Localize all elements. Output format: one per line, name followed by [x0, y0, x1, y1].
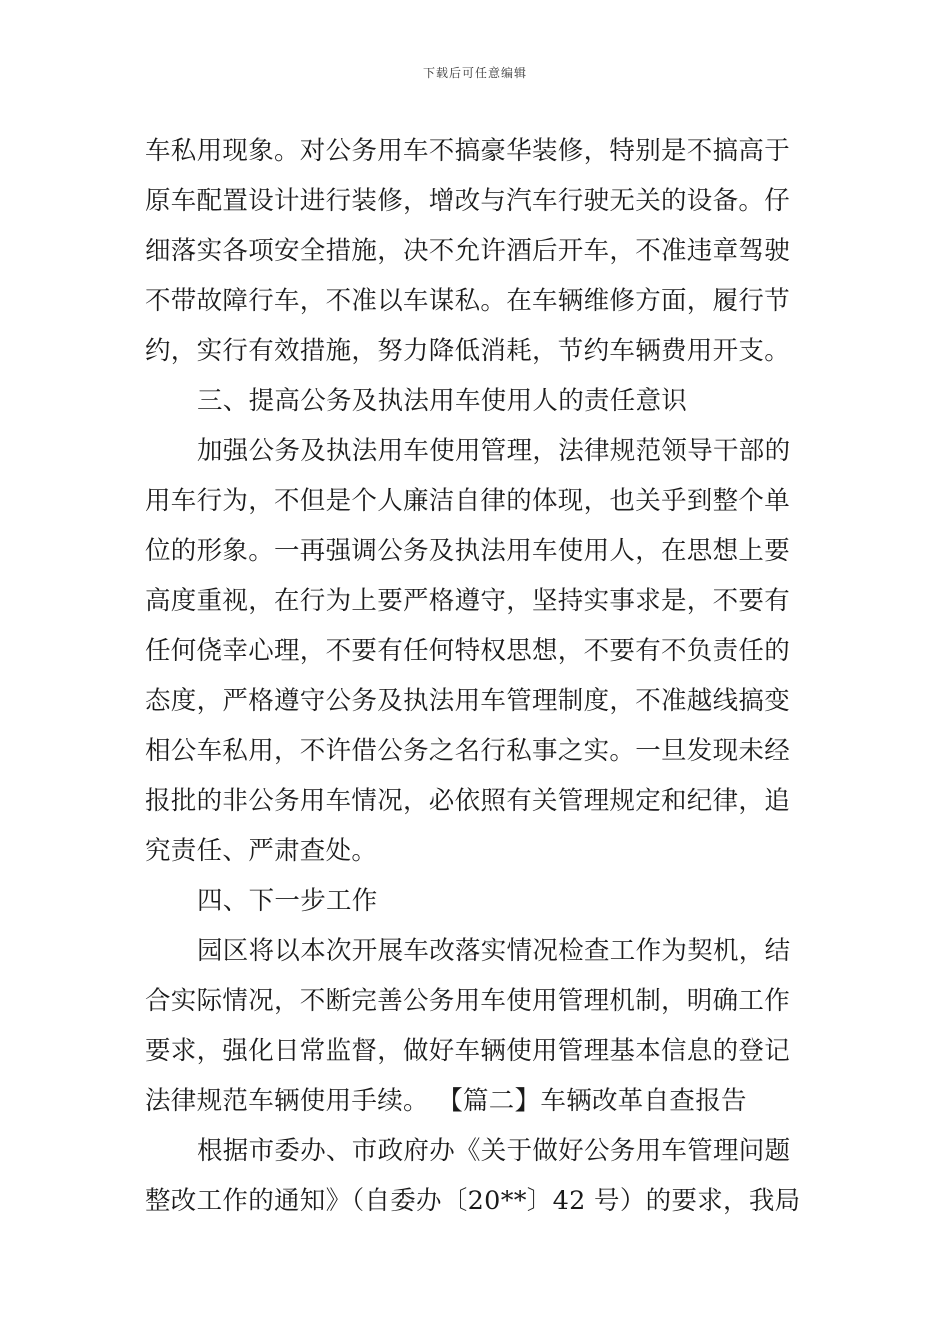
- section-heading: 四、下一步工作: [197, 886, 378, 916]
- text-line: 态度，严格遵守公务及执法用车管理制度，不准越线搞变: [145, 686, 791, 716]
- text-line: 要求，强化日常监督，做好车辆使用管理基本信息的登记: [145, 1036, 791, 1066]
- text-line: 报批的非公务用车情况，必依照有关管理规定和纪律，追: [145, 786, 791, 816]
- page-header-note: 下载后可任意编辑: [422, 66, 527, 80]
- text-line: 车私用现象。对公务用车不搞豪华装修，特别是不搞高于: [145, 136, 791, 166]
- text-line: 究责任、严肃查处。: [145, 836, 378, 866]
- text-line: 高度重视，在行为上要严格遵守，坚持实事求是，不要有: [145, 586, 791, 616]
- text-line: 任何侥幸心理，不要有任何特权思想，不要有不负责任的: [145, 636, 791, 666]
- text-line: 合实际情况，不断完善公务用车使用管理机制，明确工作: [145, 986, 791, 1016]
- text-line: 细落实各项安全措施，决不允许酒后开车，不准违章驾驶: [145, 236, 791, 266]
- text-line: 加强公务及执法用车使用管理，法律规范领导干部的: [197, 436, 791, 466]
- text-line: 整改工作的通知》（自委办〔20**〕42 号）的要求，我局: [145, 1186, 801, 1216]
- text-line: 用车行为，不但是个人廉洁自律的体现，也关乎到整个单: [145, 486, 791, 516]
- text-line: 根据市委办、市政府办《关于做好公务用车管理问题: [197, 1136, 791, 1166]
- text-line: 相公车私用，不许借公务之名行私事之实。一旦发现未经: [145, 736, 791, 766]
- text-line: 不带故障行车，不准以车谋私。在车辆维修方面，履行节: [145, 286, 791, 316]
- text-line: 原车配置设计进行装修，增改与汽车行驶无关的设备。仔: [145, 186, 791, 216]
- text-line: 法律规范车辆使用手续。 【篇二】车辆改革自查报告: [145, 1086, 747, 1116]
- document-body: [145, 126, 811, 1226]
- text-line: 园区将以本次开展车改落实情况检查工作为契机，结: [197, 936, 791, 966]
- section-heading: 三、提高公务及执法用车使用人的责任意识: [197, 386, 688, 416]
- text-line: 位的形象。一再强调公务及执法用车使用人，在思想上要: [145, 536, 791, 566]
- text-line: 约，实行有效措施，努力降低消耗，节约车辆费用开支。: [145, 336, 791, 366]
